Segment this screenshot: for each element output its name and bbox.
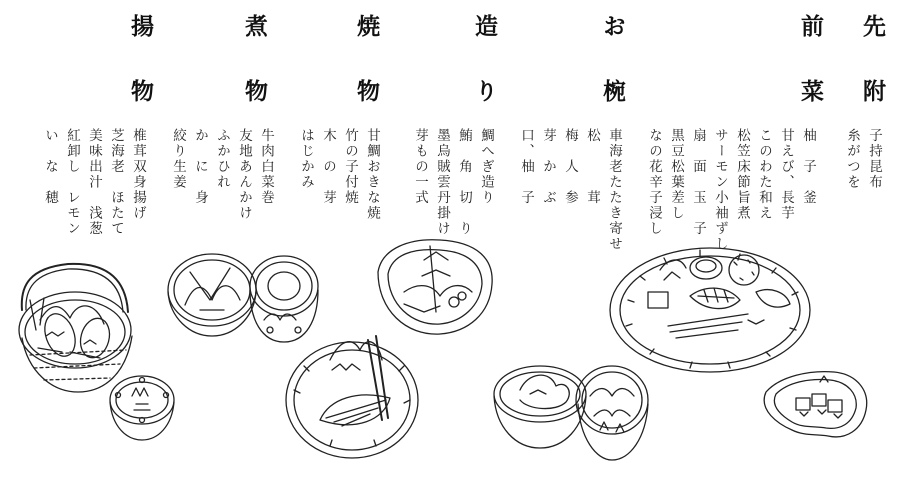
dish-item: か に 身 xyxy=(192,128,208,206)
dish-item: 鯛へぎ造り xyxy=(478,128,494,206)
dish-item: 絞り生姜 xyxy=(170,128,186,190)
appetizer-platter-icon xyxy=(610,248,810,372)
dish-item: 口、柚 子 xyxy=(518,128,534,206)
dish-item: 糸がつを xyxy=(844,128,860,190)
small-dish-icon xyxy=(764,372,867,437)
course-title-agemono: 揚物 xyxy=(127,14,154,144)
dish-item: 椎茸双身揚げ xyxy=(130,128,146,221)
basket-dish-icon xyxy=(19,264,132,392)
dish-item: 扇 面 玉 子 xyxy=(690,128,706,237)
course-title-sakizuke: 先附 xyxy=(859,14,886,144)
sashimi-bowl-icon xyxy=(378,240,492,334)
dish-item: ふかひれ xyxy=(214,128,230,190)
dish-item: 牛肉白菜巻 xyxy=(258,128,274,206)
course-title-tsukuri: 造り xyxy=(471,14,498,144)
dish-item: 車海老たたき寄せ xyxy=(606,128,622,252)
dish-item: い な 穂 xyxy=(42,128,58,206)
dish-item: 黒豆松葉差し xyxy=(668,128,684,221)
dish-item: 墨烏賊雲丹掛け xyxy=(434,128,450,237)
dish-item: 甘鯛おきな焼 xyxy=(364,128,380,221)
dish-item: 柚 子 釜 xyxy=(800,128,816,206)
dish-item: はじかみ xyxy=(298,128,314,190)
dish-item: 松笠床節旨煮 xyxy=(734,128,750,221)
dish-item: 子持昆布 xyxy=(866,128,882,190)
dish-item: 紅卸し レモン xyxy=(64,128,80,237)
course-title-zensai: 前菜 xyxy=(797,14,824,144)
dish-item: 芽もの一式 xyxy=(412,128,428,206)
dish-item: 芝海老 ほたて xyxy=(108,128,124,237)
course-title-yakimono: 焼物 xyxy=(353,14,380,144)
course-title-owan: お椀 xyxy=(599,14,626,144)
course-title-nimono: 煮物 xyxy=(241,14,268,144)
dish-item: 竹の子付焼 xyxy=(342,128,358,206)
dish-item: 梅 人 参 xyxy=(562,128,578,206)
dish-item: 美味出汁 浅葱 xyxy=(86,128,102,237)
dish-item: このわた和え xyxy=(756,128,772,221)
dish-item: 木 の 芽 xyxy=(320,128,336,206)
dish-item: なの花辛子浸し xyxy=(646,128,662,237)
dish-item: 松 茸 xyxy=(584,128,600,206)
dish-item: 甘えび、長芋 xyxy=(778,128,794,221)
dish-item: 鮪 角 切 り xyxy=(456,128,472,237)
dish-item: サーモン小袖ずし xyxy=(712,128,728,252)
grilled-fish-plate-icon xyxy=(286,336,418,458)
soup-bowl-icon xyxy=(494,366,648,460)
dish-item: 芽 か ぶ xyxy=(540,128,556,206)
lidded-bowl-icon xyxy=(168,254,318,342)
dish-item: 友地あんかけ xyxy=(236,128,252,221)
small-bowl-icon xyxy=(110,376,174,440)
